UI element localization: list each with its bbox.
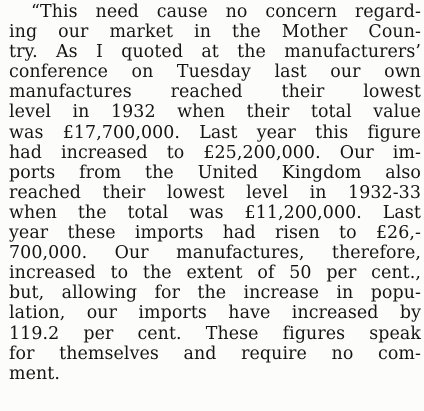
article-line-2: ing our market in the Mother Coun-: [9, 22, 421, 43]
article-line-1: “This need cause no concern regard-: [31, 2, 421, 22]
article-column: [9, 2, 421, 384]
article-line-4: conference on Tuesday last our own: [9, 62, 421, 83]
article-line-5: manufactures reached their lowest: [9, 82, 421, 103]
article-line-11: when the total was £11,200,000. Last: [9, 202, 421, 223]
article-line-14: increased to the extent of 50 per cent.,: [9, 263, 421, 284]
article-line-8: had increased to £25,200,000. Our im-: [9, 142, 421, 163]
article-line-7: was £17,700,000. Last year this figure: [9, 122, 421, 143]
article-line-9: ports from the United Kingdom also: [9, 162, 421, 183]
article-line-19: ment.: [9, 363, 60, 384]
article-line-17: 119.2 per cent. These figures speak: [9, 323, 421, 344]
article-line-10: reached their lowest level in 1932-33: [9, 182, 421, 203]
article-line-13: 700,000. Our manufactures, therefore,: [9, 243, 421, 264]
article-line-15: but, allowing for the increase in popu-: [9, 283, 421, 304]
article-line-18: for themselves and require no com-: [9, 343, 421, 364]
article-line-16: lation, our imports have increased by: [9, 303, 421, 324]
article-line-3: try. As I quoted at the manufacturers’: [9, 42, 421, 63]
article-line-6: level in 1932 when their total value: [9, 102, 421, 123]
article-line-12: year these imports had risen to £26,-: [9, 223, 421, 244]
